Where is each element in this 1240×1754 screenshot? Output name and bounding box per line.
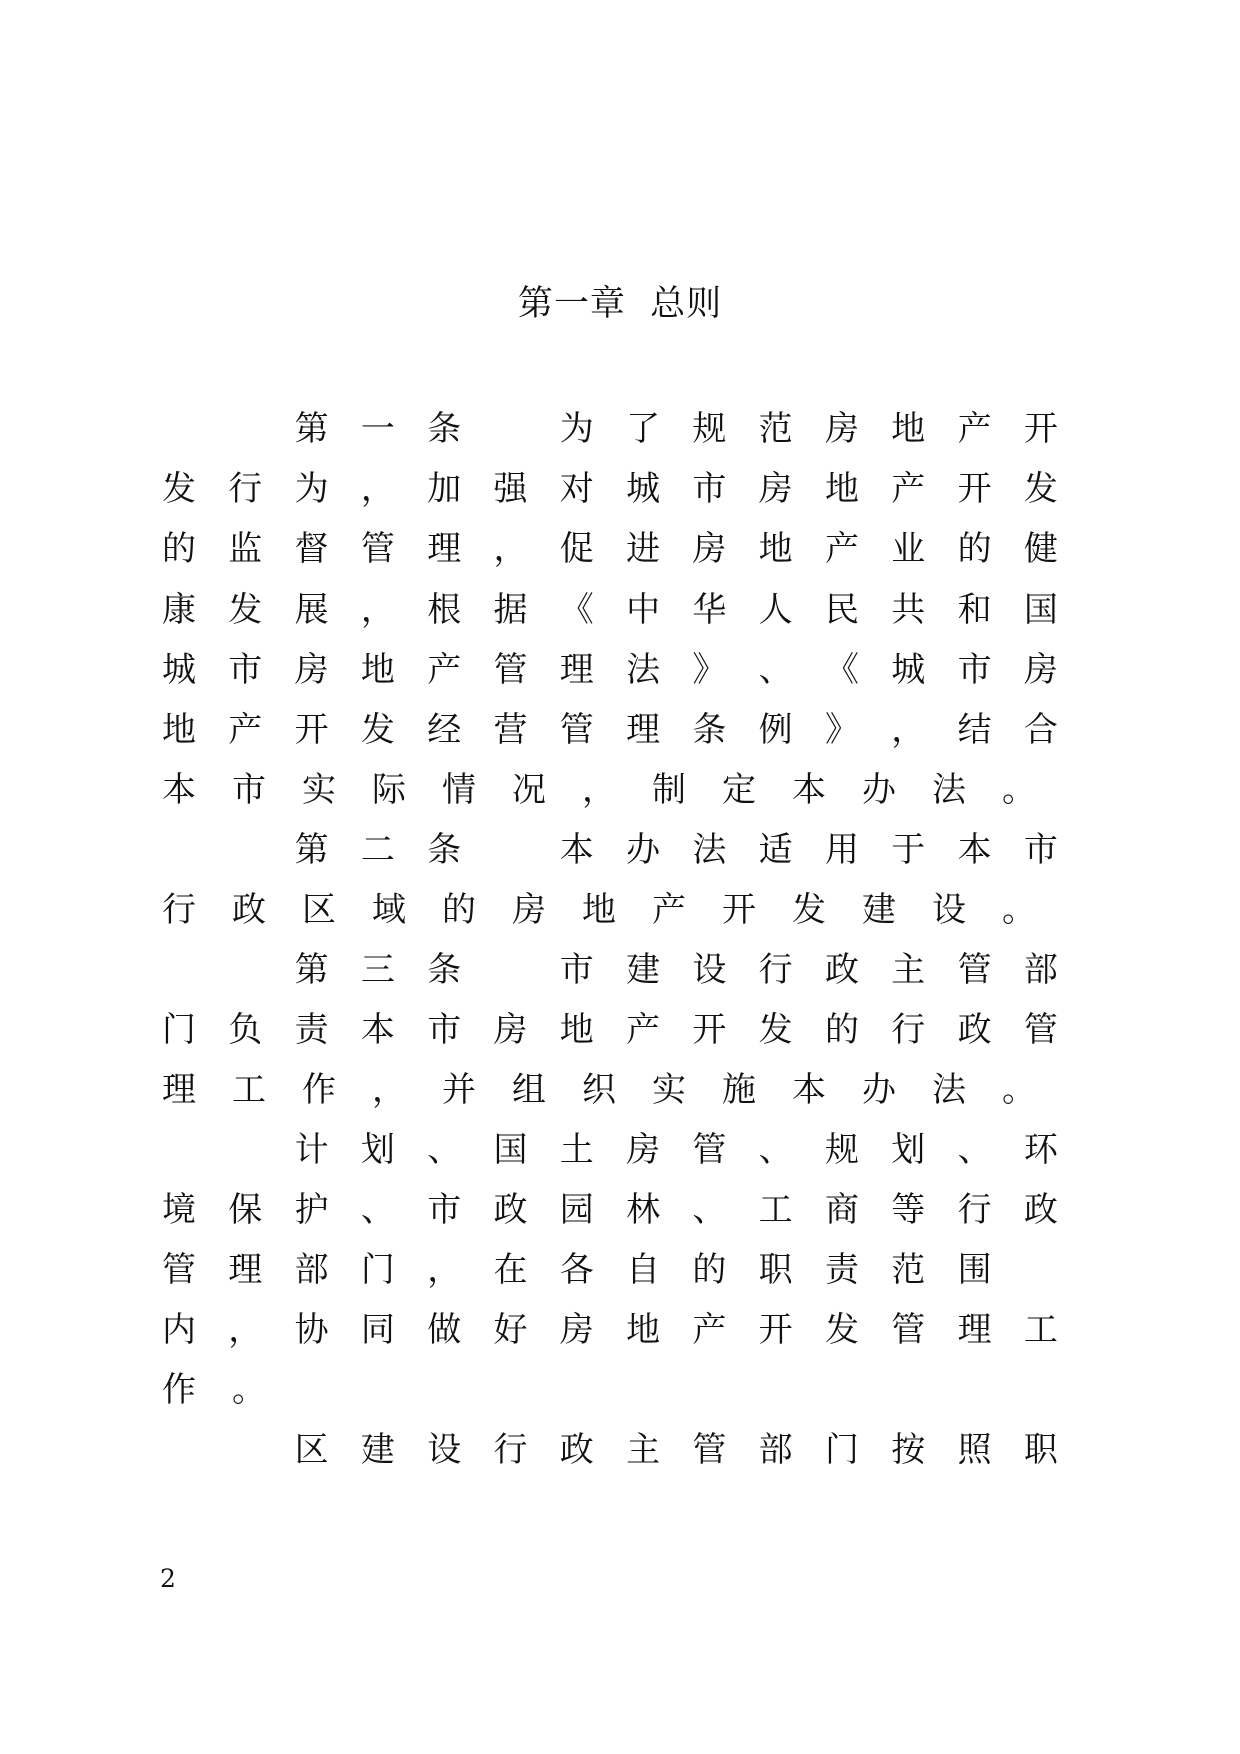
paragraph-line-13: 计 划 、 国 土 房 管 、 规 划 、 环 [294, 1130, 1058, 1170]
paragraph-line-18: 区 建 设 行 政 主 管 部 门 按 照 职 [294, 1430, 1058, 1470]
paragraph-line-6: 地 产 开 发 经 营 管 理 条 例 》 ， 结 合 [162, 710, 1058, 750]
paragraph-line-4: 康 发 展 ， 根 据 《 中 华 人 民 共 和 国 [162, 590, 1058, 630]
paragraph-line-9: 行 政 区 域 的 房 地 产 开 发 建 设 。 [162, 890, 1036, 930]
paragraph-line-16: 内 ， 协 同 做 好 房 地 产 开 发 管 理 工 [162, 1310, 1058, 1350]
paragraph-line-17: 作 。 [162, 1370, 266, 1410]
paragraph-line-11: 门 负 责 本 市 房 地 产 开 发 的 行 政 管 [162, 1010, 1058, 1050]
paragraph-line-1: 第 一 条 为 了 规 范 房 地 产 开 [294, 409, 1058, 449]
paragraph-line-3: 的 监 督 管 理 ， 促 进 房 地 产 业 的 健 [162, 529, 1058, 569]
paragraph-line-5: 城 市 房 地 产 管 理 法 》 、 《 城 市 房 [162, 650, 1058, 690]
page-number: 2 [160, 1564, 176, 1593]
paragraph-line-10: 第 三 条 市 建 设 行 政 主 管 部 [294, 950, 1058, 990]
paragraph-line-7: 本 市 实 际 情 况 ， 制 定 本 办 法 。 [162, 770, 1036, 810]
chapter-title: 第一章 总则 [517, 284, 723, 324]
paragraph-line-2: 发 行 为 ， 加 强 对 城 市 房 地 产 开 发 [162, 469, 1058, 509]
paragraph-line-12: 理 工 作 ， 并 组 织 实 施 本 办 法 。 [162, 1070, 1036, 1110]
paragraph-line-8: 第 二 条 本 办 法 适 用 于 本 市 [294, 830, 1058, 870]
paragraph-line-14: 境 保 护 、 市 政 园 林 、 工 商 等 行 政 [162, 1190, 1058, 1230]
paragraph-line-15: 管 理 部 门 ， 在 各 自 的 职 责 范 围 [162, 1250, 992, 1290]
